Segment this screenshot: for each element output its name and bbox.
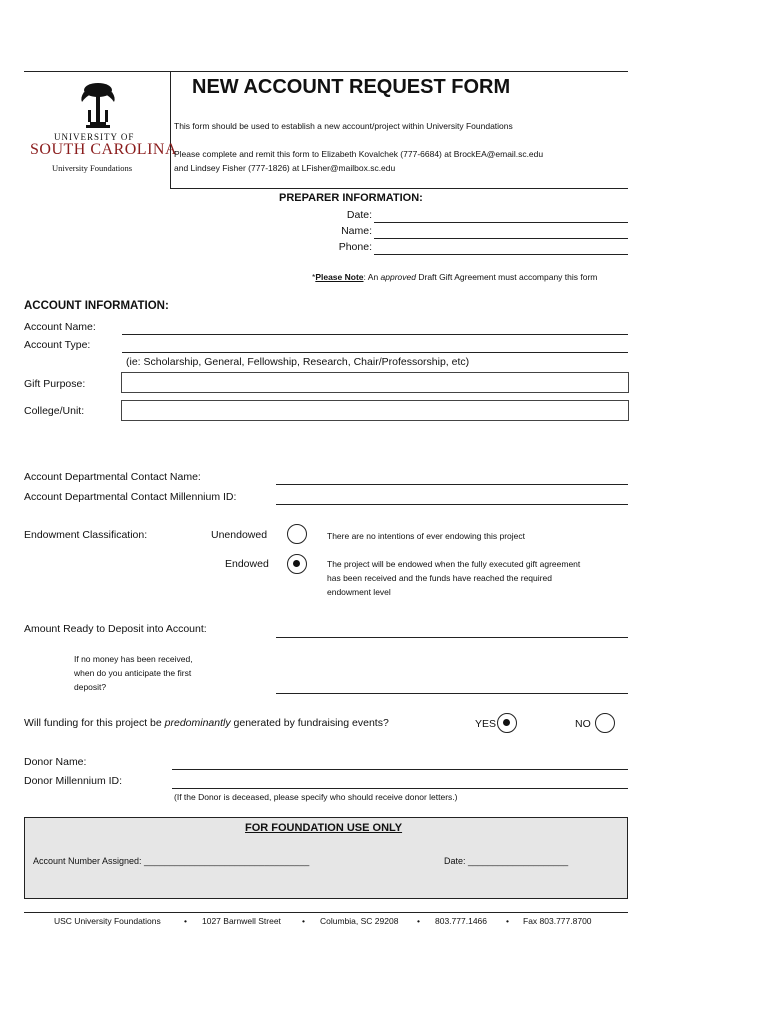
unendowed-label: Unendowed: [211, 529, 268, 541]
page-title: NEW ACCOUNT REQUEST FORM: [192, 76, 511, 98]
preparer-date-field[interactable]: [374, 222, 628, 223]
logo-line3: University Foundations: [52, 163, 133, 173]
footer-bullet: •: [184, 916, 187, 926]
unendowed-desc: There are no intentions of ever endowing this project: [327, 531, 525, 541]
preparer-name-label: Name:: [341, 225, 372, 237]
preparer-name-field[interactable]: [374, 238, 628, 239]
account-type-hint: (ie: Scholarship, General, Fellowship, Research, Chair/Professorship, etc): [126, 356, 470, 368]
footer-fax: Fax 803.777.8700: [523, 916, 592, 926]
note-rest: Draft Gift Agreement must accompany this form: [415, 272, 598, 282]
footer-rule: [24, 912, 628, 913]
donor-id-field[interactable]: [172, 788, 628, 789]
fundraising-question: [24, 717, 389, 729]
preparer-date-label: Date:: [346, 209, 372, 221]
footer-org: USC University Foundations: [54, 916, 161, 926]
question-italic: predominantly: [164, 717, 231, 729]
footer-bullet: •: [302, 916, 305, 926]
gift-purpose-field[interactable]: [121, 372, 629, 393]
donor-id-label: Donor Millennium ID:: [24, 775, 123, 787]
form-purpose: This form should be used to establish a new account/project within University Foundations: [174, 121, 513, 131]
top-rule: [24, 71, 628, 72]
contact-name-label: Account Departmental Contact Name:: [24, 471, 201, 483]
donor-name-field[interactable]: [172, 769, 628, 770]
logo-line1: UNIVERSITY OF: [54, 132, 135, 142]
palmetto-tree-icon: [78, 80, 118, 130]
gift-purpose-label: Gift Purpose:: [24, 378, 86, 390]
preparer-phone-label: Phone:: [338, 241, 372, 253]
endowed-desc-line1: The project will be endowed when the fully executed gift agreement: [327, 559, 581, 569]
deposit-label: Amount Ready to Deposit into Account:: [24, 623, 207, 635]
deposit-hint-line1: If no money has been received,: [74, 654, 193, 664]
endowed-desc-line2: has been received and the funds have reached the required: [327, 573, 552, 583]
deposit-hint-line3: deposit?: [74, 682, 107, 692]
university-logo: [26, 80, 177, 176]
draft-agreement-note: [312, 272, 597, 282]
footer-bullet: •: [417, 916, 420, 926]
footer-bullet: •: [506, 916, 509, 926]
college-unit-label: College/Unit:: [24, 405, 85, 417]
foundation-use-box: [24, 817, 628, 899]
note-italic: approved: [380, 272, 416, 282]
endowed-radio[interactable]: [287, 554, 307, 574]
note-prefix: *: [312, 272, 316, 282]
endowment-label: Endowment Classification:: [24, 529, 148, 541]
note-colon: : An: [363, 272, 381, 282]
contact-id-label: Account Departmental Contact Millennium ID:: [24, 491, 237, 503]
donor-note: (If the Donor is deceased, please specify who should receive donor letters.): [174, 792, 458, 802]
radio-selected-dot: [503, 719, 510, 726]
contact-id-field[interactable]: [276, 504, 628, 505]
unendowed-radio[interactable]: [287, 524, 307, 544]
footer-city: Columbia, SC 29208: [320, 916, 399, 926]
account-type-label: Account Type:: [24, 339, 91, 351]
foundation-heading: FOR FOUNDATION USE ONLY: [245, 822, 403, 834]
first-deposit-date-field[interactable]: [276, 693, 628, 694]
preparer-phone-field[interactable]: [374, 254, 628, 255]
yes-radio[interactable]: [497, 713, 517, 733]
endowed-desc-line3: endowment level: [327, 587, 391, 597]
remit-instructions-line2: and Lindsey Fisher (777-1826) at LFisher@mailbox.sc.edu: [174, 163, 396, 173]
preparer-heading: PREPARER INFORMATION:: [279, 192, 423, 204]
account-type-field[interactable]: [122, 352, 628, 353]
donor-name-label: Donor Name:: [24, 756, 87, 768]
yes-label: YES: [475, 718, 497, 730]
footer-phone: 803.777.1466: [435, 916, 487, 926]
logo-line2: SOUTH CAROLINA: [30, 141, 177, 158]
deposit-hint-line2: when do you anticipate the first: [74, 668, 192, 678]
foundation-date[interactable]: Date: ____________________: [444, 856, 569, 866]
no-radio[interactable]: [595, 713, 615, 733]
deposit-amount-field[interactable]: [276, 637, 628, 638]
note-bold: Please Note: [315, 272, 364, 282]
radio-selected-dot: [293, 560, 300, 567]
contact-name-field[interactable]: [276, 484, 628, 485]
footer-address: 1027 Barnwell Street: [202, 916, 281, 926]
account-name-field[interactable]: [122, 334, 628, 335]
college-unit-field[interactable]: [121, 400, 629, 421]
question-part2: generated by fundraising events?: [230, 717, 389, 729]
endowed-label: Endowed: [225, 558, 269, 570]
account-name-label: Account Name:: [24, 321, 96, 333]
remit-instructions-line1: Please complete and remit this form to Elizabeth Kovalchek (777-6684) at BrockEA@email.sc.edu: [174, 149, 544, 159]
no-label: NO: [575, 718, 591, 730]
header-divider: [170, 72, 171, 188]
account-heading: ACCOUNT INFORMATION:: [24, 300, 169, 312]
question-part1: Will funding for this project be: [24, 717, 165, 729]
header-bottom-rule: [170, 188, 628, 189]
account-number-assigned[interactable]: Account Number Assigned: _________________________________: [33, 856, 310, 866]
